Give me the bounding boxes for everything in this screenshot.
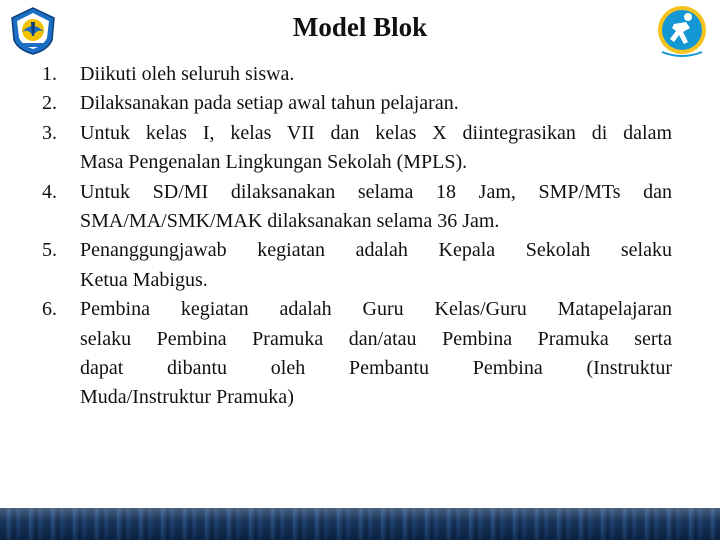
- item-line: Pembina kegiatan adalah Guru Kelas/Guru Matapelajaran: [80, 298, 672, 321]
- item-line: dapat dibantu oleh Pembantu Pembina (Instruktur: [80, 357, 672, 380]
- item-number: 5.: [42, 239, 57, 262]
- footer-sheen: [0, 508, 720, 540]
- item-number: 1.: [42, 63, 57, 85]
- item-line: SMA/MA/SMK/MAK dilaksanakan selama 36 Jam.: [80, 210, 500, 233]
- item-line: Masa Pengenalan Lingkungan Sekolah (MPLS).: [80, 151, 468, 174]
- slide-title: Model Blok: [292, 12, 428, 42]
- item-line: selaku Pembina Pramuka dan/atau Pembina Pramuka serta: [80, 327, 672, 350]
- content-list: [0, 60, 720, 413]
- item-text: [80, 89, 672, 118]
- list-item-6: [0, 295, 720, 413]
- item-line: Muda/Instruktur Pramuka): [80, 386, 294, 409]
- item-line: Untuk kelas I, kelas VII dan kelas X diintegrasikan di dalam: [80, 121, 672, 144]
- footer-band: [0, 508, 720, 540]
- list-item-3: [0, 119, 720, 178]
- list-item-2: [0, 89, 720, 118]
- kurikulum-runner-logo-icon: [652, 4, 712, 60]
- list-item-5: [0, 236, 720, 295]
- item-text: [80, 295, 672, 413]
- item-number: 2.: [42, 92, 57, 115]
- item-text: [80, 119, 672, 178]
- item-number: 6.: [42, 298, 57, 321]
- item-line: Dilaksanakan pada setiap awal tahun pelajaran.: [80, 92, 459, 115]
- item-number: 3.: [42, 121, 57, 144]
- item-text: [80, 236, 672, 295]
- list-item-1: [0, 60, 720, 89]
- list-item-4: [0, 178, 720, 237]
- item-text: [80, 60, 672, 89]
- item-text: [80, 178, 672, 237]
- item-line: Untuk SD/MI dilaksanakan selama 18 Jam, SMP/MTs dan: [80, 180, 672, 203]
- item-line: Ketua Mabigus.: [80, 268, 208, 291]
- item-number: 4.: [42, 180, 57, 203]
- item-line: Diikuti oleh seluruh siswa.: [80, 63, 295, 85]
- item-line: Penanggungjawab kegiatan adalah Kepala Sekolah selaku: [80, 239, 672, 262]
